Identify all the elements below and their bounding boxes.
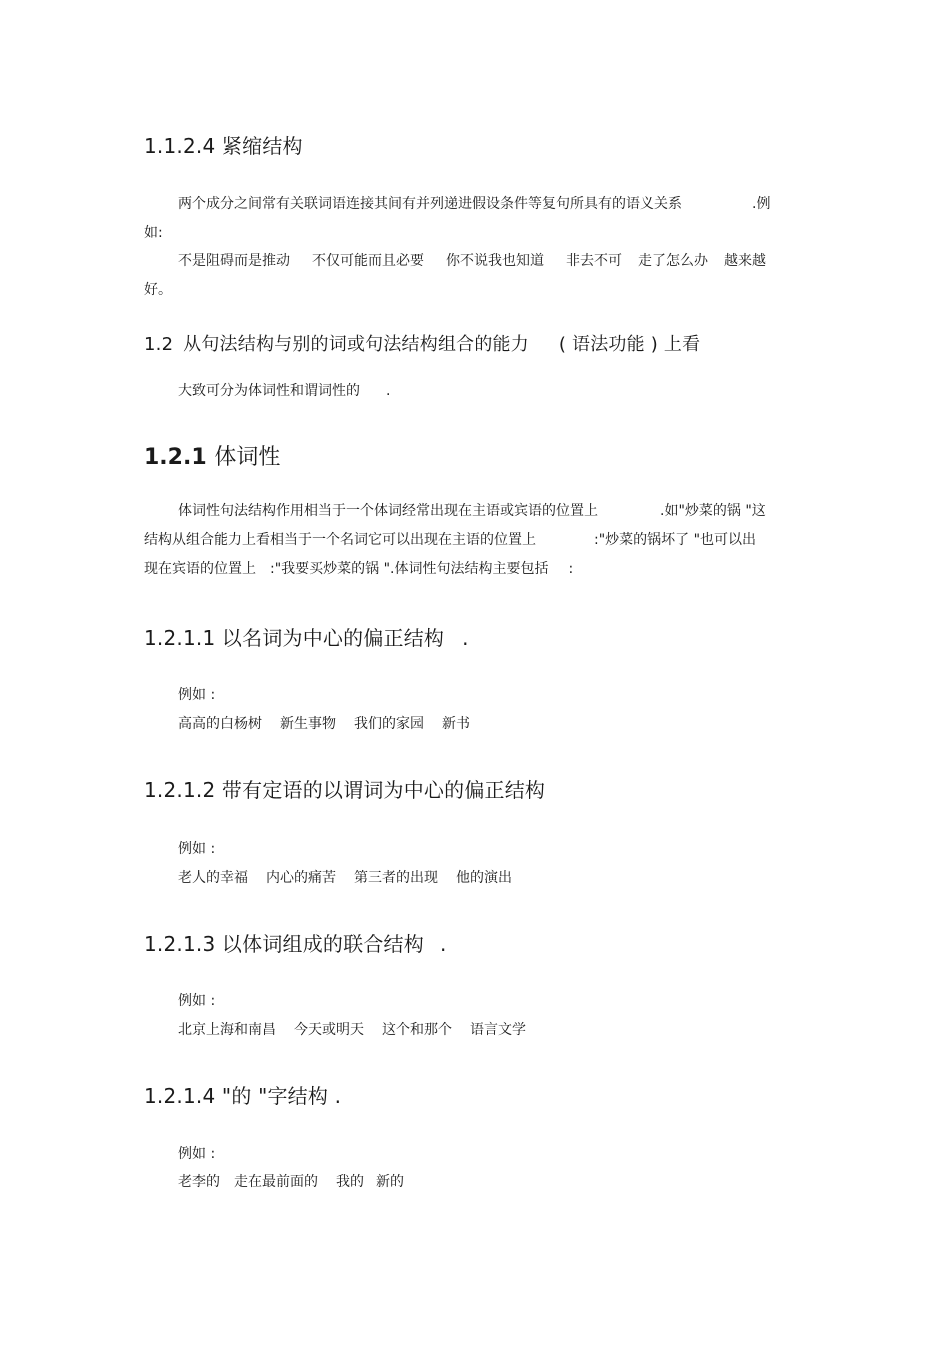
example-item: 新的 <box>376 1174 404 1190</box>
section-heading-1-2-1 <box>144 440 280 471</box>
example-list-1-2-1-2 <box>178 867 530 887</box>
paragraph-text: .如"炒菜的锅 "这 <box>660 503 766 519</box>
example-item: 今天或明天 <box>294 1022 364 1038</box>
example-item: 新生事物 <box>280 716 336 732</box>
heading-text: 体词性 <box>214 445 281 470</box>
heading-tail: . <box>439 932 447 956</box>
paragraph-text: 结构从组合能力上看相当于一个名词它可以出现在主语的位置上 <box>144 532 536 548</box>
example-item: 不是阻碍而是推动 <box>178 253 290 269</box>
heading-tail: . <box>462 626 469 650</box>
example-item: 走了怎么办 <box>638 253 708 269</box>
section-paragraph-1-1-2-4 <box>144 190 808 248</box>
paragraph-text-tail: . <box>386 383 391 399</box>
example-item: 这个和那个 <box>382 1022 452 1038</box>
example-item: 高高的白杨树 <box>178 716 262 732</box>
section-paragraph-1-2 <box>144 377 808 406</box>
heading-number: 1.2.1 <box>144 445 207 470</box>
example-item: 语言文学 <box>470 1022 526 1038</box>
example-item: 你不说我也知道 <box>446 253 544 269</box>
example-item: 内心的痛苦 <box>266 870 336 886</box>
example-list-1-2-1-4 <box>178 1171 422 1191</box>
paragraph-text-tail: .例 <box>752 196 771 212</box>
heading-number: 1.2 <box>144 334 174 355</box>
example-item: 第三者的出现 <box>354 870 438 886</box>
example-item: 北京上海和南昌 <box>178 1022 276 1038</box>
example-item: 老人的幸福 <box>178 870 248 886</box>
example-item: 我们的家园 <box>354 716 424 732</box>
section-heading-1-2 <box>144 330 700 356</box>
example-list-1-2-1-3 <box>178 1019 544 1039</box>
section-heading-1-2-1-3 <box>144 928 447 957</box>
section-heading-1-2-1-1 <box>144 622 469 651</box>
example-item: 他的演出 <box>456 870 512 886</box>
example-label: 例如 : <box>178 993 216 1009</box>
examples-1-1-2-4 <box>144 247 808 305</box>
section-heading-1-1-2-4: 1.1.2.4 紧缩结构 <box>144 134 303 158</box>
example-item: 走在最前面的 <box>234 1174 318 1190</box>
example-item: 非去不可 <box>566 253 622 269</box>
section-heading-1-2-1-2: 1.2.1.2 带有定语的以谓词为中心的偏正结构 <box>144 778 546 802</box>
heading-text: 1.2.1.1 以名词为中心的偏正结构 <box>144 626 445 650</box>
example-label: 例如 : <box>178 1146 216 1162</box>
section-paragraph-1-2-1 <box>144 497 808 584</box>
paragraph-text: 两个成分之间常有关联词语连接其间有并列递进假设条件等复句所具有的语义关系 <box>178 196 682 212</box>
example-label: 例如 : <box>178 841 216 857</box>
paragraph-text: :"我要买炒菜的锅 ".体词性句法结构主要包括 <box>270 561 549 577</box>
paragraph-text: :"炒菜的锅坏了 "也可以出 <box>594 532 757 548</box>
section-heading-1-2-1-4: 1.2.1.4 "的 "字结构 . <box>144 1084 342 1108</box>
paragraph-text: : <box>568 561 574 577</box>
heading-text: 1.2.1.3 以体词组成的联合结构 <box>144 932 424 956</box>
example-item: 不仅可能而且必要 <box>312 253 424 269</box>
example-item: 我的 <box>336 1174 364 1190</box>
example-item: 老李的 <box>178 1174 220 1190</box>
example-item: 越来越 <box>724 253 766 269</box>
paragraph-text: 体词性句法结构作用相当于一个体词经常出现在主语或宾语的位置上 <box>178 503 598 519</box>
example-label: 例如 : <box>178 687 216 703</box>
example-list-1-2-1-1 <box>178 713 488 733</box>
paragraph-text: 现在宾语的位置上 <box>144 561 256 577</box>
example-item-continued: 好。 <box>144 282 172 298</box>
paragraph-text-continued: 如: <box>144 225 163 241</box>
heading-text: 从句法结构与别的词或句法结构组合的能力 <box>183 334 529 355</box>
example-item: 新书 <box>442 716 470 732</box>
heading-paren: ( 语法功能 ) 上看 <box>558 334 701 355</box>
paragraph-text: 大致可分为体词性和谓词性的 <box>178 383 360 399</box>
